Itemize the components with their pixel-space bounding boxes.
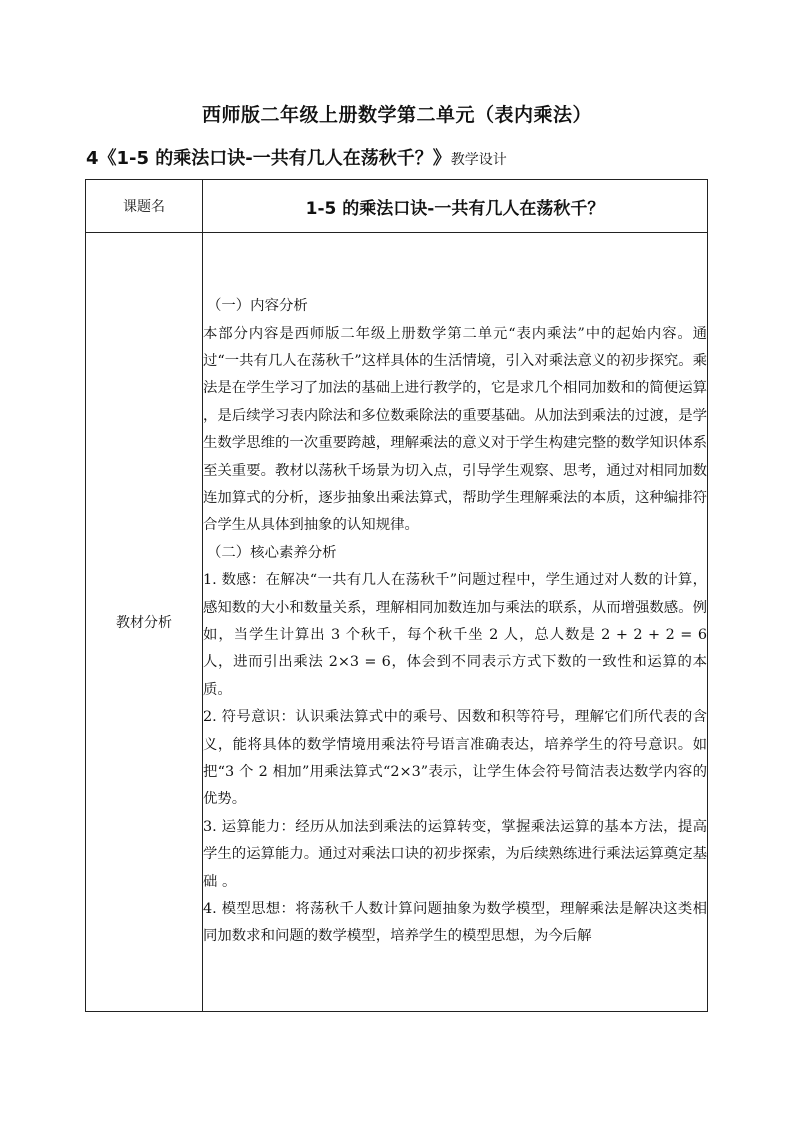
subtitle-main: 4《1-5 的乘法口诀-一共有几人在荡秋千？》	[86, 148, 451, 169]
section1-heading: （一）内容分析	[207, 298, 308, 315]
core-item-3: 3. 运算能力：经历从加法到乘法的运算转变，掌握乘法运算的基本方法，提高学生的运算能力。通过对乘法口诀的初步探索，为后续熟练进行乘法运算奠定基础 。	[203, 818, 707, 890]
core-item-4: 4. 模型思想：将荡秋千人数计算问题抽象为数学模型，理解乘法是解决这类相同加数求和问题的数学模型，培养学生的模型思想，为今后解	[203, 901, 707, 945]
subtitle-suffix: 教学设计	[450, 152, 507, 168]
topic-value: 1-5 的乘法口诀-一共有几人在荡秋千？	[203, 180, 708, 233]
core-item-1: 1. 数感：在解决“一共有几人在荡秋千”问题过程中，学生通过对人数的计算，感知数的大小和数量关系，理解相同加数连加与乘法的联系，从而增强数感。例如，当学生计算出 3 个秋千，每个秋千坐 2 人，总人数是 2 + 2 + 2 = 6 人，进而引出乘法 2×3 = 6，体会到不同表示方式下数的一致性和运算的本质。	[203, 572, 707, 698]
analysis-content	[203, 233, 708, 1012]
topic-label: 课题名	[86, 180, 203, 233]
core-item-2: 2. 符号意识：认识乘法算式中的乘号、因数和积等符号，理解它们所代表的含义，能将具体的数学情境用乘法符号语言准确表达，培养学生的符号意识。如把“3 个 2 相加”用乘法算式“2×3”表示，让学生体会符号简洁表达数学内容的优势。	[203, 709, 707, 808]
section2-heading: （二）核心素养分析	[207, 544, 337, 561]
section1-text: 本部分内容是西师版二年级上册数学第二单元“表内乘法”中的起始内容。通过“一共有几人在荡秋千”这样具体的生活情境，引入对乘法意义的初步探究。乘法是在学生学习了加法的基础上进行教学的，它是求几个相同加数和的简便运算 ，是后续学习表内除法和多位数乘除法的重要基础。从加法到乘法的过渡，是学生数学思维的一次重要跨越，理解乘法的意义对于学生构建完整的数学知识体系至关重要。教材以荡秋千场景为切入点，引导学生观察、思考，通过对相同加数连加算式的分析，逐步抽象出乘法算式，帮助学生理解乘法的本质，这种编排符合学生从具体到抽象的认知规律。	[203, 325, 707, 534]
document-subtitle	[86, 144, 726, 170]
analysis-label: 教材分析	[86, 233, 203, 1012]
analysis-row	[86, 233, 708, 1012]
lesson-plan-table	[85, 179, 708, 1012]
document-title: 西师版二年级上册数学第二单元（表内乘法）	[201, 104, 592, 126]
topic-row	[86, 180, 708, 233]
